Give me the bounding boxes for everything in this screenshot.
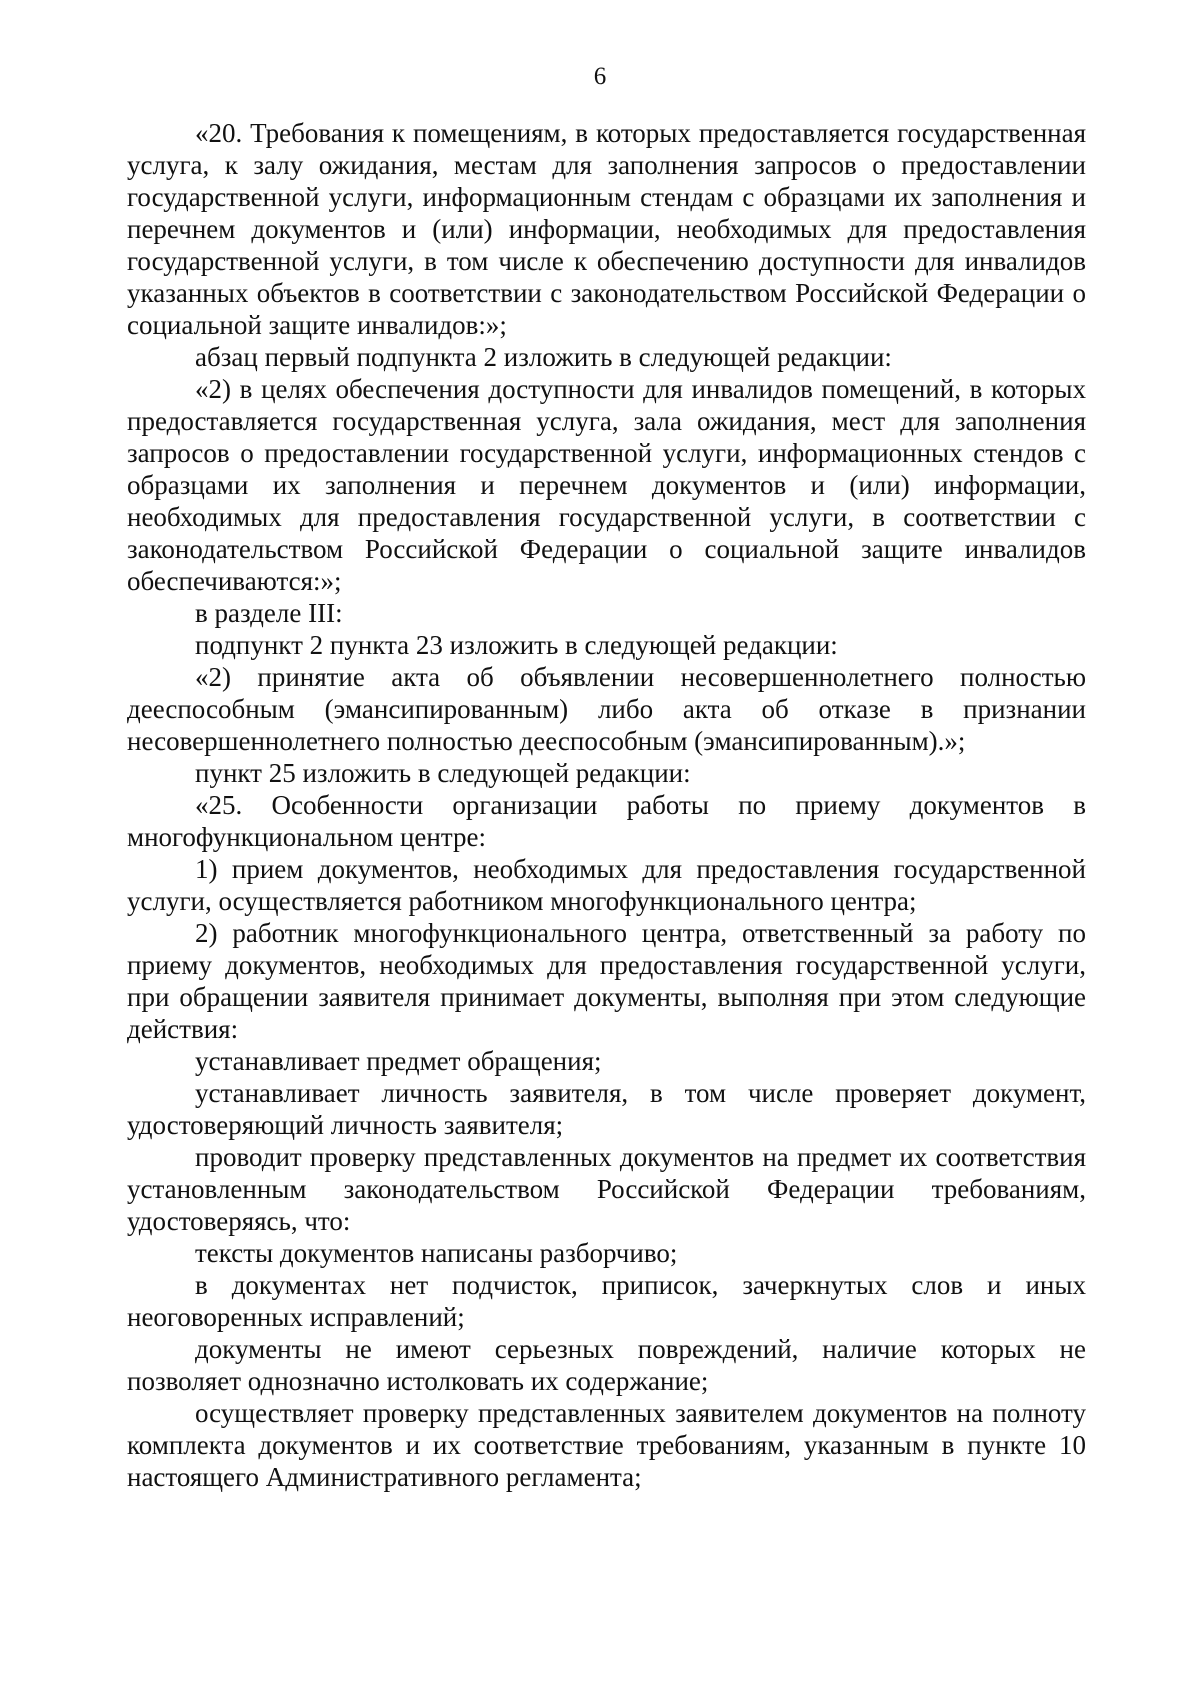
paragraph-action-identity: устанавливает личность заявителя, в том числе проверяет документ, удостоверяющий личность заявителя;: [127, 1078, 1086, 1140]
paragraph-amend-subparagraph-2: абзац первый подпункта 2 изложить в следующей редакции:: [195, 342, 892, 372]
paragraph-check-no-damage: документы не имеют серьезных повреждений, наличие которых не позволяет однозначно истолковать их содержание;: [127, 1334, 1086, 1396]
paragraph-item-20-requirements: «20. Требования к помещениям, в которых предоставляется государственная услуга, к залу ожидания, местам для заполнения запросов о предоставлении государственной услуги, информационным стендам с образцами их заполнения и перечнем документов и (или) информации, необходимых для предоставления государственной услуги, в том числе к обеспечению доступности для инвалидов указанных объектов в соответствии с законодательством Российской Федерации о социальной защите инвалидов:»;: [127, 118, 1086, 340]
paragraph-action-subject: устанавливает предмет обращения;: [195, 1046, 602, 1076]
paragraph-section-3: в разделе III:: [195, 598, 343, 628]
document-body: [127, 117, 1086, 1493]
paragraph-amend-item-23: подпункт 2 пункта 23 изложить в следующей редакции:: [195, 630, 838, 660]
paragraph-action-completeness: осуществляет проверку представленных заявителем документов на полноту комплекта документов и их соответствие требованиям, указанным в пункте 10 настоящего Административного регламента;: [127, 1398, 1086, 1492]
paragraph-subparagraph-2-accessibility: «2) в целях обеспечения доступности для инвалидов помещений, в которых предоставляется государственная услуга, зала ожидания, мест для заполнения запросов о предоставлении государственной услуги, информационных стендов с образцами их заполнения и перечнем документов и (или) информации, необходимых для предоставления государственной услуги, в соответствии с законодательством Российской Федерации о социальной защите инвалидов обеспечиваются:»;: [127, 374, 1086, 596]
paragraph-check-legible: тексты документов написаны разборчиво;: [195, 1238, 678, 1268]
paragraph-item-25-point-2: 2) работник многофункционального центра, ответственный за работу по приему документов, необходимых для предоставления государственной услуги, при обращении заявителя принимает документы, выполняя при этом следующие действия:: [127, 918, 1086, 1044]
paragraph-action-verify: проводит проверку представленных документов на предмет их соответствия установленным законодательством Российской Федерации требованиям, удостоверяясь, что:: [127, 1142, 1086, 1236]
page-number: 6: [593, 63, 607, 90]
paragraph-check-no-corrections: в документах нет подчисток, приписок, зачеркнутых слов и иных неоговоренных исправлений;: [127, 1270, 1086, 1332]
paragraph-item-23-subparagraph-2: «2) принятие акта об объявлении несовершеннолетнего полностью дееспособным (эмансипированным) либо акта об отказе в признании несовершеннолетнего полностью дееспособным (эмансипированным).»;: [127, 662, 1086, 756]
paragraph-item-25-heading: «25. Особенности организации работы по приему документов в многофункциональном центре:: [127, 790, 1086, 852]
paragraph-amend-item-25: пункт 25 изложить в следующей редакции:: [195, 758, 691, 788]
paragraph-item-25-point-1: 1) прием документов, необходимых для предоставления государственной услуги, осуществляется работником многофункционального центра;: [127, 854, 1086, 916]
